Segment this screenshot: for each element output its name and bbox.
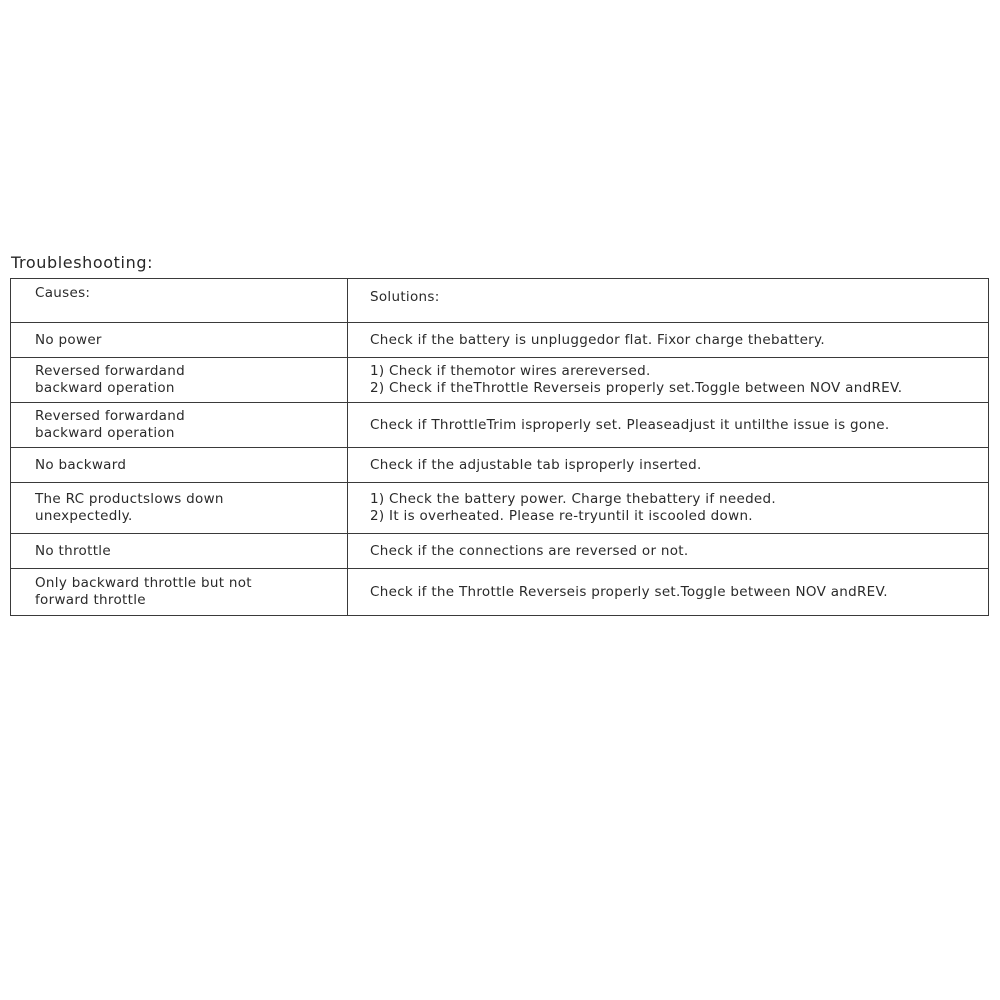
cause-cell: The RC productslows down unexpectedly. — [11, 483, 348, 534]
solution-cell: Check if the Throttle Reverseis properly set.Toggle between NOV andREV. — [348, 569, 989, 616]
solution-cell: 1) Check the battery power. Charge thebattery if needed. 2) It is overheated. Please re-tryuntil it iscooled down. — [348, 483, 989, 534]
table-row — [11, 569, 989, 616]
troubleshooting-section — [10, 252, 990, 616]
table-row — [11, 358, 989, 403]
cause-cell: No throttle — [11, 534, 348, 569]
solution-cell: Check if the battery is unpluggedor flat. Fixor charge thebattery. — [348, 323, 989, 358]
table-row — [11, 534, 989, 569]
solution-cell: 1) Check if themotor wires arereversed. 2) Check if theThrottle Reverseis properly set.Toggle between NOV andREV. — [348, 358, 989, 403]
table-row — [11, 403, 989, 448]
header-causes: Causes: — [11, 279, 348, 323]
troubleshooting-table — [10, 278, 989, 616]
cause-cell: No power — [11, 323, 348, 358]
cause-cell: Reversed forwardand backward operation — [11, 358, 348, 403]
table-header-row — [11, 279, 989, 323]
table-row — [11, 448, 989, 483]
table-row — [11, 323, 989, 358]
cause-cell: No backward — [11, 448, 348, 483]
table-row — [11, 483, 989, 534]
solution-cell: Check if ThrottleTrim isproperly set. Pleaseadjust it untilthe issue is gone. — [348, 403, 989, 448]
solution-cell: Check if the connections are reversed or not. — [348, 534, 989, 569]
section-title: Troubleshooting: — [11, 253, 154, 272]
header-solutions: Solutions: — [348, 279, 989, 323]
cause-cell: Only backward throttle but not forward throttle — [11, 569, 348, 616]
solution-cell: Check if the adjustable tab isproperly inserted. — [348, 448, 989, 483]
cause-cell: Reversed forwardand backward operation — [11, 403, 348, 448]
